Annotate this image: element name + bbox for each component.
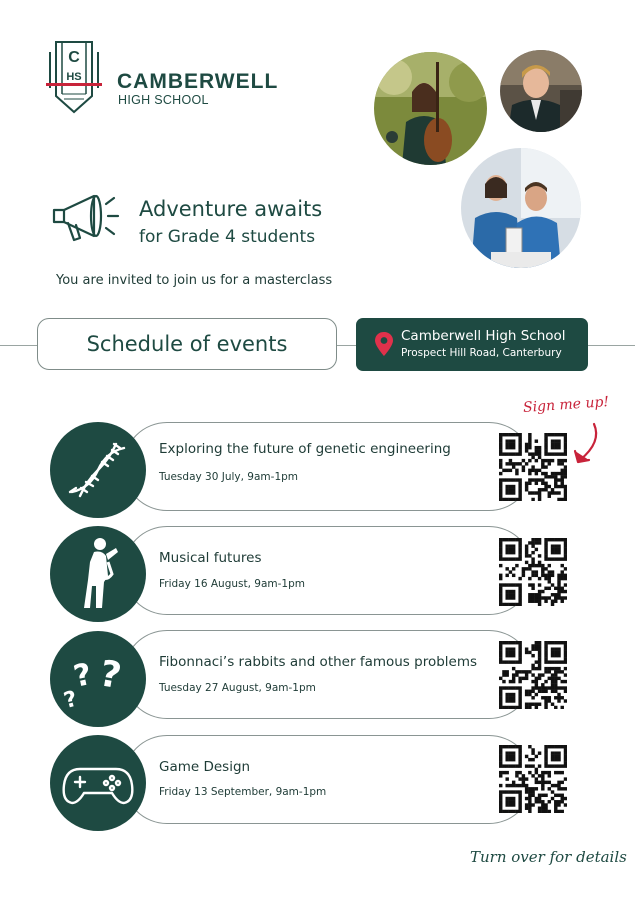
- sign-up-label: Sign me up!: [522, 394, 610, 416]
- curved-arrow-icon: [568, 420, 604, 466]
- turn-over-note: Turn over for details: [470, 848, 627, 866]
- svg-text:?: ?: [70, 656, 95, 695]
- dna-icon: [50, 422, 146, 518]
- event-title: Musical futures: [159, 550, 262, 566]
- location-address: Prospect Hill Road, Canterbury: [401, 347, 562, 359]
- event-title: Fibonnaci’s rabbits and other famous problems: [159, 654, 478, 670]
- map-pin-icon: [375, 332, 393, 356]
- schedule-heading: [37, 318, 337, 370]
- megaphone-icon: [50, 190, 120, 246]
- question-marks-icon: [50, 631, 146, 727]
- logo-monogram-bottom: HS: [66, 71, 82, 83]
- school-crest-icon: [44, 38, 104, 116]
- qr-pattern-icon: [499, 433, 567, 501]
- invitation-text: You are invited to join us for a masterclass: [56, 273, 333, 288]
- event-card[interactable]: [123, 422, 533, 511]
- gamepad-icon: [50, 735, 146, 831]
- school-name: CAMBERWELL: [117, 70, 279, 93]
- qr-code[interactable]: [499, 433, 567, 501]
- qr-pattern-icon: [499, 538, 567, 606]
- qr-code[interactable]: [499, 538, 567, 606]
- event-card[interactable]: [123, 735, 533, 824]
- photo-science-students: [461, 148, 581, 268]
- qr-code[interactable]: [499, 641, 567, 709]
- qr-pattern-icon: [499, 745, 567, 813]
- event-date: Friday 16 August, 9am-1pm: [159, 578, 305, 590]
- event-card[interactable]: [123, 526, 533, 615]
- school-logo: [44, 38, 104, 116]
- photo-boy-student: [500, 50, 582, 132]
- school-subname: HIGH SCHOOL: [118, 93, 209, 107]
- location-badge: [356, 318, 588, 371]
- event-date: Friday 13 September, 9am-1pm: [159, 786, 327, 798]
- event-icon-circle: [50, 735, 146, 831]
- location-name: Camberwell High School: [401, 328, 566, 344]
- event-title: Game Design: [159, 759, 251, 775]
- event-icon-circle: [50, 422, 146, 518]
- logo-monogram-top: C: [68, 49, 80, 66]
- saxophone-player-icon: [50, 526, 146, 622]
- event-icon-circle: [50, 526, 146, 622]
- qr-pattern-icon: [499, 641, 567, 709]
- event-date: Tuesday 27 August, 9am-1pm: [159, 682, 316, 694]
- photo-cello-student: [374, 52, 487, 165]
- qr-code[interactable]: [499, 745, 567, 813]
- event-title: Exploring the future of genetic engineering: [159, 441, 451, 457]
- schedule-title: Schedule of events: [86, 332, 288, 356]
- event-date: Tuesday 30 July, 9am-1pm: [159, 471, 299, 483]
- event-icon-circle: [50, 631, 146, 727]
- event-card[interactable]: [123, 630, 533, 719]
- svg-text:?: ?: [61, 686, 81, 715]
- headline-title: Adventure awaits: [139, 197, 323, 221]
- svg-text:?: ?: [96, 653, 125, 698]
- headline-subtitle: for Grade 4 students: [139, 227, 316, 247]
